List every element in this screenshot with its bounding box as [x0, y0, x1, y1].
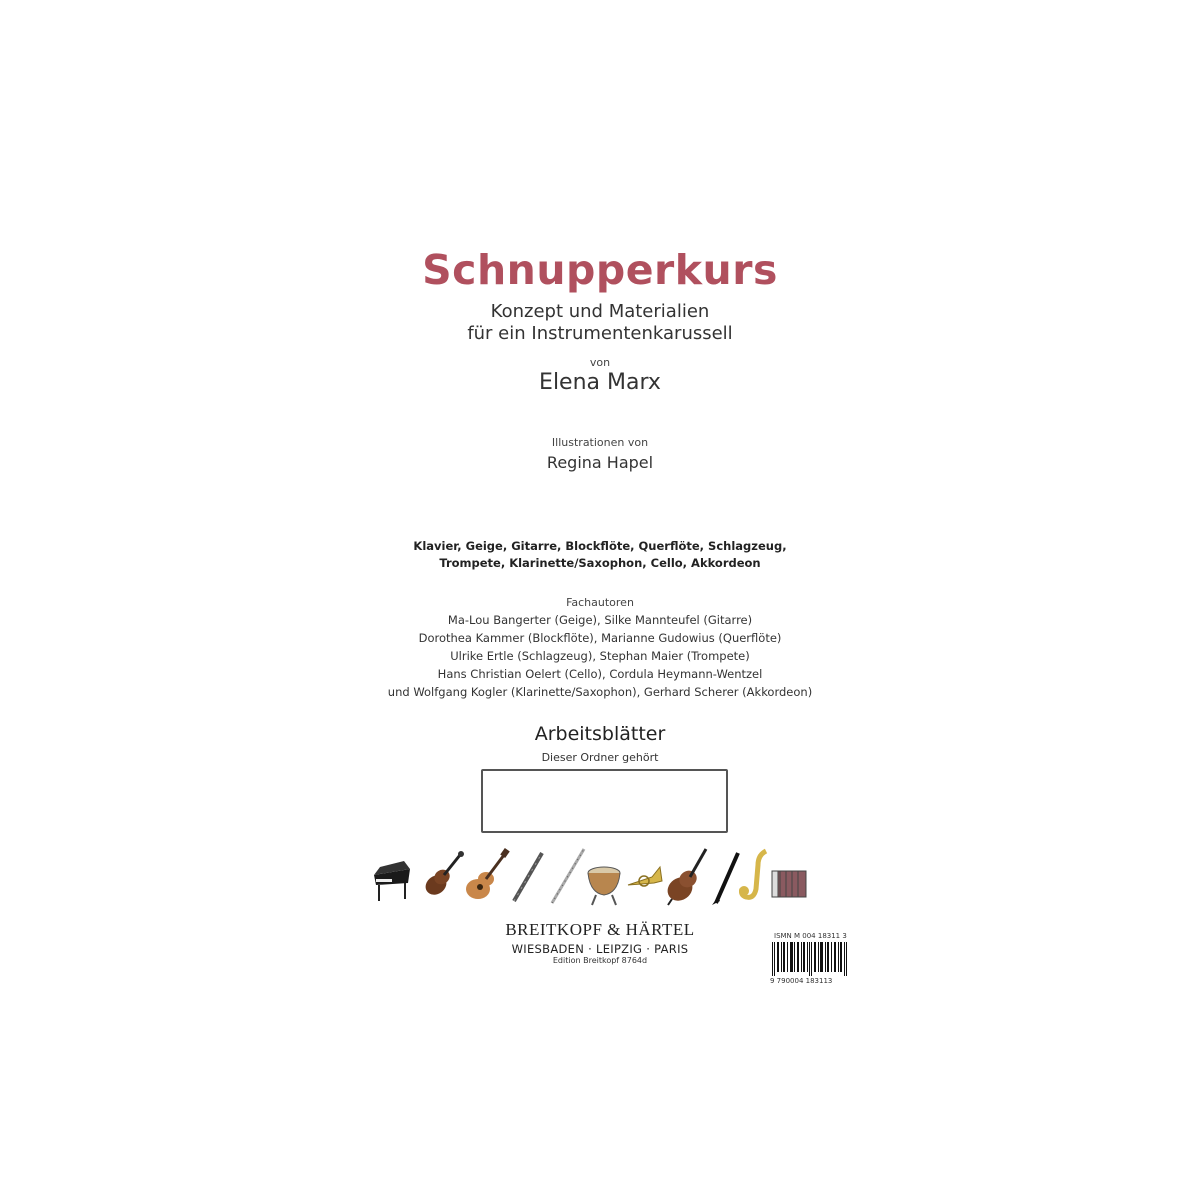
isbn-label: ISMN M 004 18311 3: [774, 932, 847, 940]
fachautor-line: und Wolfgang Kogler (Klarinette/Saxophon), Gerhard Scherer (Akkordeon): [387, 685, 813, 699]
drum-icon: [588, 867, 620, 905]
author-name: Elena Marx: [539, 370, 661, 395]
fachautor-line: Ulrike Ertle (Schlagzeug), Stephan Maier (Trompete): [450, 649, 750, 663]
illustrator-name: Regina Hapel: [546, 453, 654, 472]
saxophone-icon: [739, 851, 766, 897]
page-title: Schnupperkurs: [422, 246, 778, 294]
fachautor-line: Hans Christian Oelert (Cello), Cordula Heymann-Wentzel: [437, 667, 763, 681]
fachautor-line: Ma-Lou Bangerter (Geige), Silke Mannteufel (Gitarre): [447, 613, 753, 627]
clarinet-icon: [712, 853, 738, 905]
instruments-line-1: Klavier, Geige, Gitarre, Blockflöte, Querflöte, Schlagzeug,: [413, 539, 787, 553]
publisher-name: BREITKOPF & HÄRTEL: [505, 920, 695, 939]
subtitle-line-1: Konzept und Materialien: [490, 301, 710, 322]
guitar-icon: [466, 848, 510, 899]
edition-number: Edition Breitkopf 8764d: [552, 956, 648, 965]
subtitle-line-2: für ein Instrumentenkarussell: [467, 323, 733, 344]
barcode-icon: [772, 942, 848, 976]
instruments-line-2: Trompete, Klarinette/Saxophon, Cello, Akkordeon: [439, 556, 761, 570]
cello-icon: [663, 849, 706, 905]
publisher-cities: WIESBADEN · LEIPZIG · PARIS: [511, 942, 689, 956]
instrument-illustrations: [370, 845, 810, 907]
fachautor-line: Dorothea Kammer (Blockflöte), Marianne Gudowius (Querflöte): [418, 631, 782, 645]
worksheet-title: Arbeitsblätter: [534, 723, 666, 745]
illustrations-label: Illustrationen von: [551, 436, 649, 449]
von-label: von: [589, 356, 611, 369]
barcode-number: 9 790004 183113: [770, 977, 833, 985]
piano-icon: [374, 861, 410, 901]
recorder-icon: [514, 853, 542, 901]
trumpet-icon: [628, 867, 662, 886]
flute-icon: [552, 849, 584, 903]
owner-label: Dieser Ordner gehört: [541, 751, 659, 764]
violin-icon: [422, 851, 464, 899]
fachautoren-label: Fachautoren: [566, 596, 634, 609]
owner-name-box: [481, 769, 728, 833]
accordion-icon: [772, 871, 806, 897]
